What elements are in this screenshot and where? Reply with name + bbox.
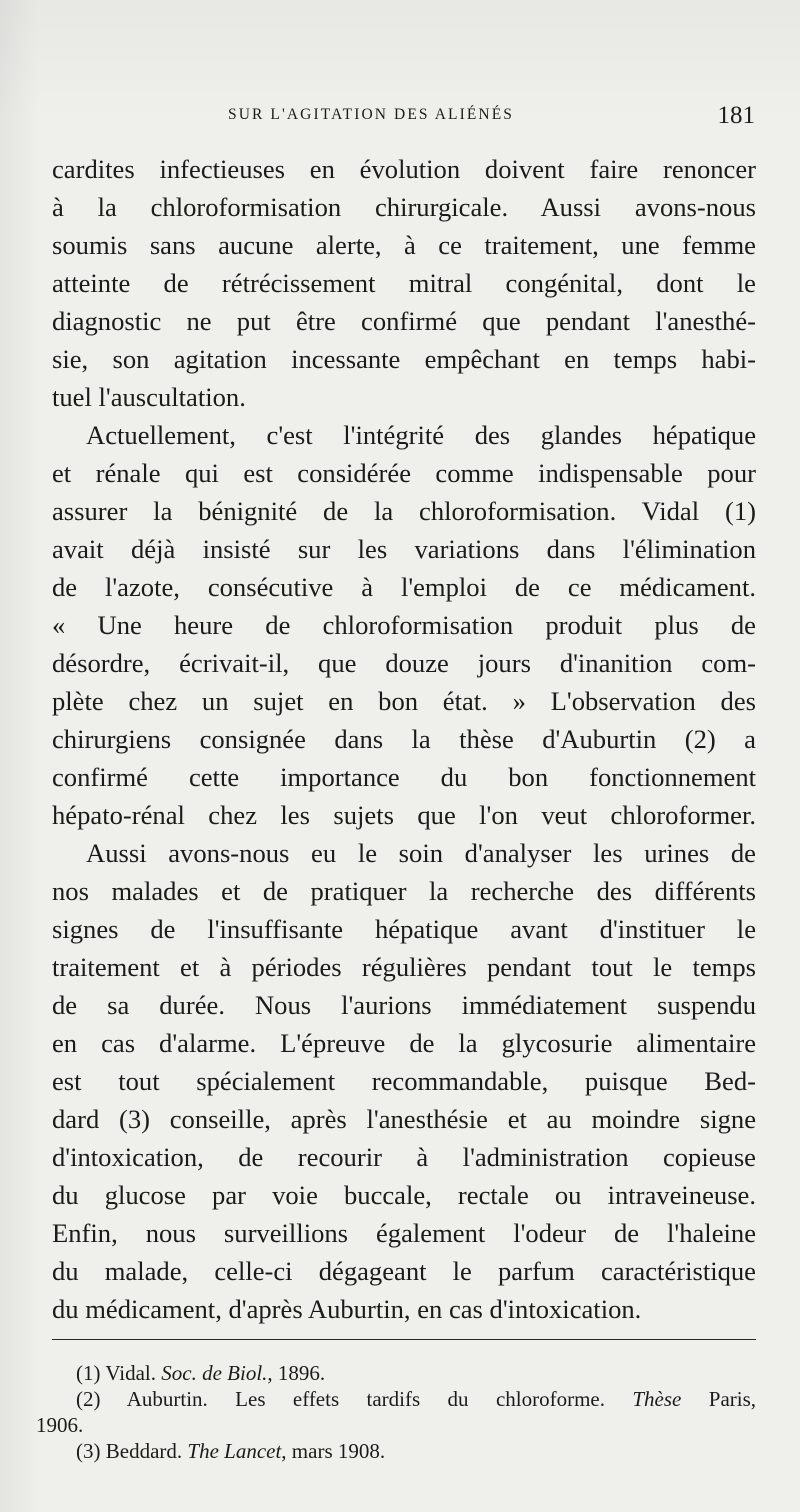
text-line: plète chez un sujet en bon état. » L'observation des bbox=[52, 686, 756, 716]
text-line: et rénale qui est considérée comme indispensable pour bbox=[52, 458, 756, 488]
text-line: de sa durée. Nous l'aurions immédiatement suspendu bbox=[52, 990, 756, 1020]
text-line: désordre, écrivait-il, que douze jours d'inanition com- bbox=[52, 648, 756, 678]
text-line: avait déjà insisté sur les variations dans l'élimination bbox=[52, 534, 756, 564]
text-line: diagnostic ne put être confirmé que pendant l'anesthé- bbox=[52, 306, 756, 336]
footnote-2: (2) Auburtin. Les effets tardifs du chloroforme. Thèse Paris, bbox=[76, 1387, 757, 1411]
text-line: à la chloroformisation chirurgicale. Aussi avons-nous bbox=[52, 192, 756, 222]
text-line: cardites infectieuses en évolution doivent faire renoncer bbox=[52, 154, 756, 184]
footnote-divider bbox=[52, 1339, 756, 1340]
text-line: Aussi avons-nous eu le soin d'analyser les urines de bbox=[86, 838, 756, 868]
text-line: chirurgiens consignée dans la thèse d'Auburtin (2) a bbox=[52, 724, 756, 754]
footnote-1: (1) Vidal. Soc. de Biol., 1896. bbox=[76, 1361, 326, 1385]
text-line: du médicament, d'après Auburtin, en cas d'intoxication. bbox=[52, 1294, 642, 1324]
text-line: sie, son agitation incessante empêchant en temps habi- bbox=[52, 344, 756, 374]
text-line: Actuellement, c'est l'intégrité des glandes hépatique bbox=[86, 420, 756, 450]
text-line: soumis sans aucune alerte, à ce traitement, une femme bbox=[52, 230, 756, 260]
footnote-3: (3) Beddard. The Lancet, mars 1908. bbox=[76, 1439, 386, 1463]
text-line: nos malades et de pratiquer la recherche des différents bbox=[52, 876, 756, 906]
text-line: confirmé cette importance du bon fonctionnement bbox=[52, 762, 756, 792]
text-line: atteinte de rétrécissement mitral congénital, dont le bbox=[52, 268, 756, 298]
text-line: du glucose par voie buccale, rectale ou intraveineuse. bbox=[52, 1180, 756, 1210]
text-line: d'intoxication, de recourir à l'administration copieuse bbox=[52, 1142, 756, 1172]
text-line: du malade, celle-ci dégageant le parfum caractéristique bbox=[52, 1256, 756, 1286]
text-line: hépato-rénal chez les sujets que l'on veut chloroformer. bbox=[52, 800, 756, 830]
text-line: signes de l'insuffisante hépatique avant d'instituer le bbox=[52, 914, 756, 944]
text-line: traitement et à périodes régulières pendant tout le temps bbox=[52, 952, 756, 982]
text-line: de l'azote, consécutive à l'emploi de ce médicament. bbox=[52, 572, 756, 602]
text-line: Enfin, nous surveillions également l'odeur de l'haleine bbox=[52, 1218, 756, 1248]
text-line: « Une heure de chloroformisation produit plus de bbox=[52, 610, 756, 640]
text-line: dard (3) conseille, après l'anesthésie et au moindre signe bbox=[52, 1104, 756, 1134]
text-line: en cas d'alarme. L'épreuve de la glycosurie alimentaire bbox=[52, 1028, 756, 1058]
text-line: assurer la bénignité de la chloroformisation. Vidal (1) bbox=[52, 496, 756, 526]
page-header bbox=[228, 102, 755, 132]
footnote-2-continuation: 1906. bbox=[36, 1413, 84, 1437]
body-text bbox=[52, 150, 756, 1328]
text-line: tuel l'auscultation. bbox=[52, 382, 246, 412]
text-line: est tout spécialement recommandable, puisque Bed- bbox=[52, 1066, 756, 1096]
footnotes bbox=[36, 1360, 756, 1464]
running-title: SUR L'AGITATION DES ALIÉNÉS bbox=[228, 106, 515, 123]
page-number: 181 bbox=[717, 102, 755, 129]
